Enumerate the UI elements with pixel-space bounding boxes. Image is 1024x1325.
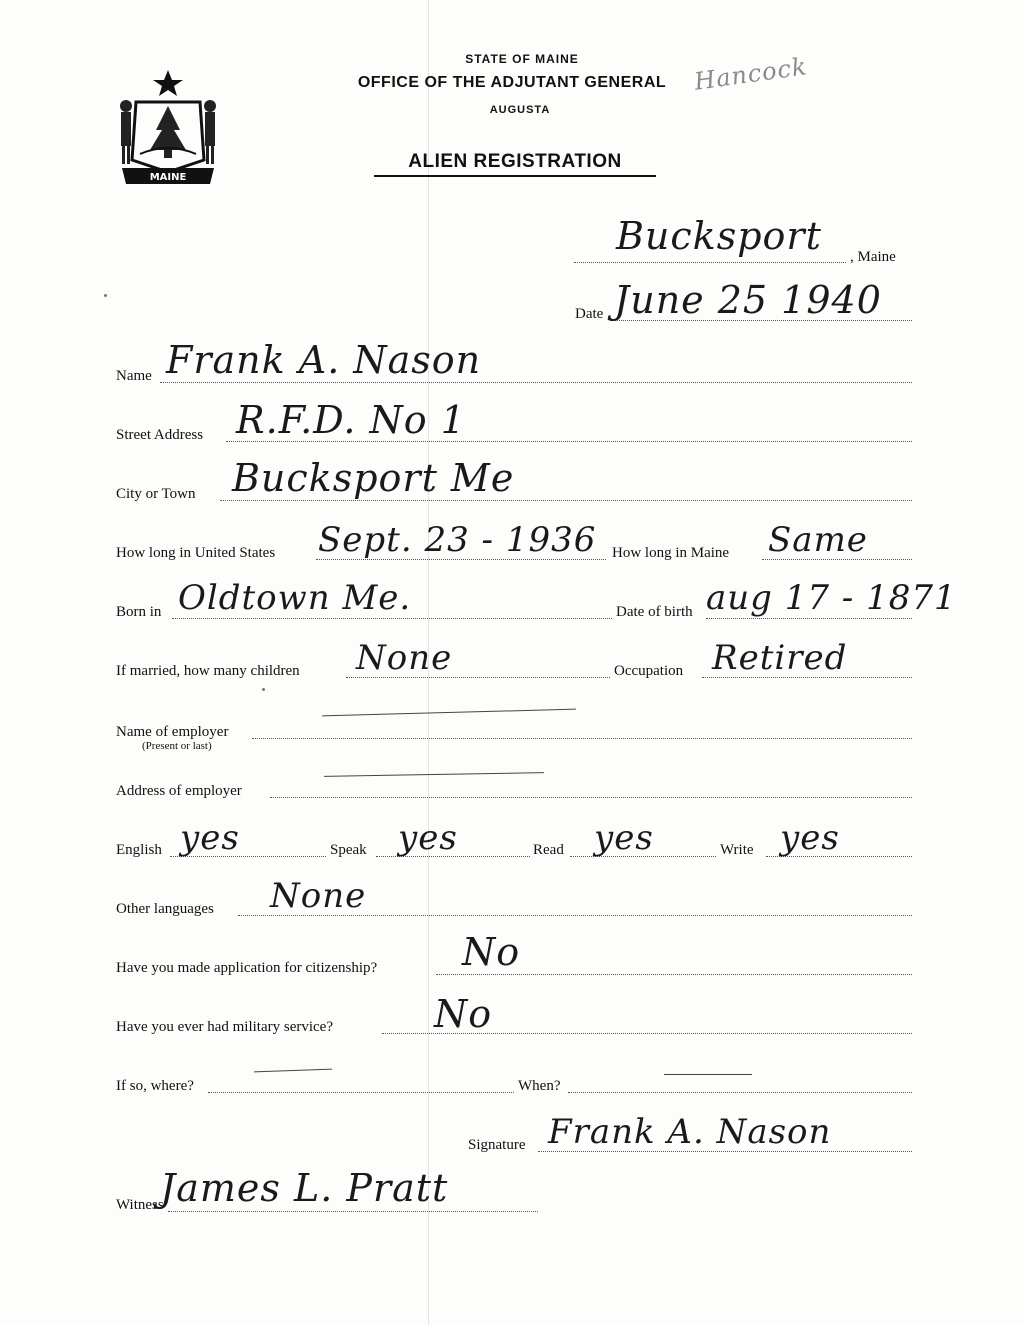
- other-languages-label: Other languages: [116, 901, 214, 917]
- military-label: Have you ever had military service?: [116, 1019, 333, 1035]
- employer-name-dotted-line: [252, 738, 912, 739]
- header-office: OFFICE OF THE ADJUTANT GENERAL: [357, 74, 667, 91]
- if-so-where-dotted-line: [208, 1092, 514, 1093]
- children-label: If married, how many children: [116, 663, 300, 679]
- citizenship-label: Have you made application for citizenship?: [116, 960, 378, 976]
- city-label: City or Town: [116, 486, 196, 502]
- street-address-label: Street Address: [116, 427, 204, 443]
- employer-name-note: (Present or last): [142, 740, 212, 752]
- date-value: June 25 1940: [614, 278, 882, 322]
- other-languages-value: None: [270, 876, 367, 916]
- when-dash: [664, 1074, 752, 1075]
- header-state: STATE OF MAINE: [465, 52, 579, 66]
- when-label: When?: [518, 1078, 561, 1094]
- write-label: Write: [720, 842, 754, 858]
- employer-name-label: Name of employer: [116, 724, 229, 740]
- name-dotted-line: [160, 382, 912, 383]
- how-long-maine-label: How long in Maine: [612, 545, 730, 561]
- maine-label: , Maine: [850, 249, 896, 265]
- form-title: ALIEN REGISTRATION: [374, 151, 656, 177]
- witness-value: James L. Pratt: [160, 1166, 449, 1210]
- date-of-birth-value: aug 17 - 1871: [706, 578, 957, 618]
- employer-address-dotted-line: [270, 797, 912, 798]
- employer-name-dash: [322, 709, 576, 717]
- read-value: yes: [594, 818, 654, 858]
- employer-address-label: Address of employer: [116, 783, 242, 799]
- born-in-label: Born in: [116, 604, 162, 620]
- paper-speck: [104, 294, 107, 297]
- header-city: AUGUSTA: [489, 104, 551, 116]
- street-address-value: R.F.D. No 1: [236, 398, 466, 442]
- signature-value: Frank A. Nason: [548, 1112, 832, 1152]
- born-in-value: Oldtown Me.: [178, 578, 412, 618]
- military-value: No: [434, 992, 493, 1036]
- how-long-us-label: How long in United States: [116, 545, 276, 561]
- if-so-where-label: If so, where?: [116, 1078, 194, 1094]
- children-value: None: [356, 638, 453, 678]
- seal-ribbon-text: MAINE: [149, 172, 187, 183]
- town-dotted-line: [574, 262, 846, 263]
- english-label: English: [116, 842, 162, 858]
- witness-label: Witness: [116, 1197, 164, 1213]
- town-value: Bucksport: [616, 214, 822, 258]
- occupation-value: Retired: [712, 638, 848, 678]
- speak-value: yes: [398, 818, 458, 858]
- city-dotted-line: [220, 500, 912, 501]
- citizenship-dotted-line: [436, 974, 912, 975]
- witness-dotted-line: [168, 1211, 538, 1212]
- born-in-dotted-line: [172, 618, 612, 619]
- name-value: Frank A. Nason: [166, 338, 482, 382]
- employer-address-dash: [324, 772, 544, 777]
- county-note: Hancock: [692, 52, 809, 96]
- date-label: Date: [575, 306, 604, 322]
- write-value: yes: [780, 818, 840, 858]
- citizenship-value: No: [462, 930, 521, 974]
- when-dotted-line: [568, 1092, 912, 1093]
- city-value: Bucksport Me: [232, 456, 515, 500]
- english-value: yes: [180, 818, 240, 858]
- if-so-where-dash: [254, 1069, 332, 1073]
- read-label: Read: [533, 842, 564, 858]
- date-of-birth-label: Date of birth: [616, 604, 693, 620]
- how-long-maine-value: Same: [768, 520, 868, 560]
- speak-label: Speak: [330, 842, 367, 858]
- name-label: Name: [116, 368, 152, 384]
- occupation-label: Occupation: [614, 663, 684, 679]
- date-of-birth-dotted-line: [706, 618, 912, 619]
- how-long-us-value: Sept. 23 - 1936: [318, 520, 597, 560]
- paper-speck: [262, 688, 265, 691]
- signature-label: Signature: [468, 1137, 526, 1153]
